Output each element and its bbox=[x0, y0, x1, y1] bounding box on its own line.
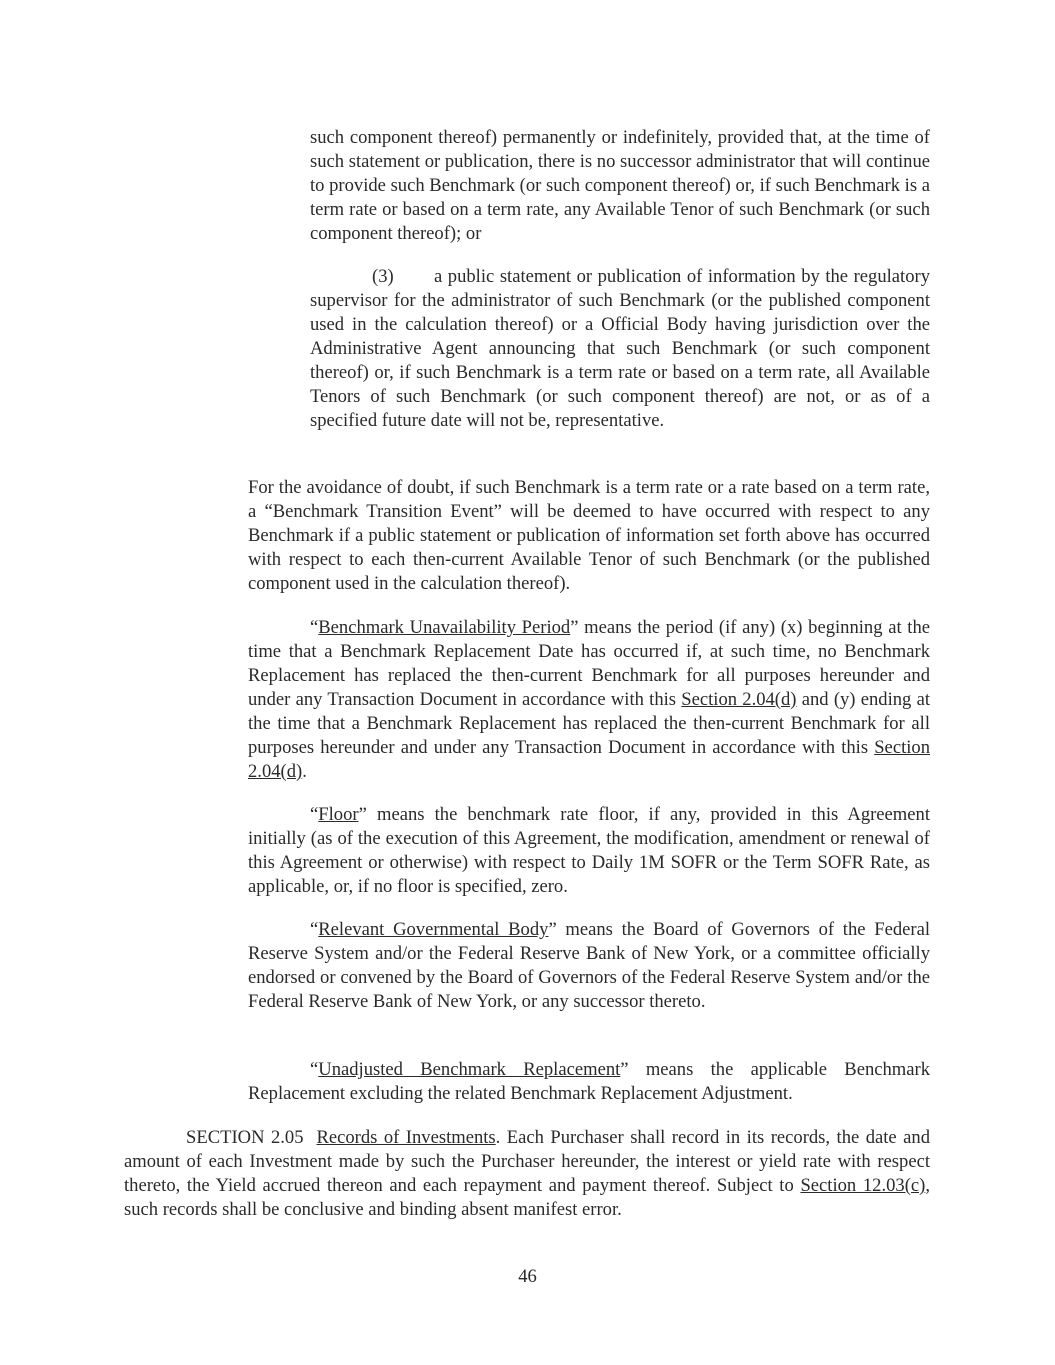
definition-text: ” means the period (if any) (x) beginning at the time that a Benchmark Replacement Date has occurred if, at such time, no Benchmark Replacement has replaced the then-current Benchmark for all purposes hereunder and under any Transaction Document in accordance with this bbox=[248, 617, 931, 710]
page-number: 46 bbox=[518, 1266, 537, 1287]
section-reference: Section 12.03(c) bbox=[800, 1175, 926, 1196]
defined-term: Relevant Governmental Body bbox=[318, 919, 549, 940]
paragraph-text: such component thereof) permanently or indefinitely, provided that, at the time of such statement or publication, there is no successor administrator that will continue to provide such Benchmark (or such component thereof) or, if such Benchmark is a term rate or based on a term rate, any Available Tenor of such Benchmark (or such component thereof); or bbox=[310, 127, 930, 244]
definition-text: ” means the benchmark rate floor, if any, provided in this Agreement initially (as of the execution of this Agreement, the modification, amendment or renewal of this Agreement or otherwise) with respect to Daily 1M SOFR or the Term SOFR Rate, as applicable, or, if no floor is specified, zero. bbox=[248, 804, 930, 897]
defined-term: Benchmark Unavailability Period bbox=[318, 617, 571, 638]
definition-text: ” means the Board of Governors of the Federal Reserve System and/or the Federal Reserve Bank of New York, or a committee officially endorsed or convened by the Board of Governors of the Federal Reserve System and/or the Federal Reserve Bank of New York, or any successor thereto. bbox=[248, 919, 930, 1012]
paragraph-text: For the avoidance of doubt, if such Benchmark is a term rate or a rate based on a term rate, a “Benchmark Transition Event” will be deemed to have occurred with respect to any Benchmark if a public statement or publication of information set forth above has occurred with respect to each then-current Available Tenor of such Benchmark (or the published component used in the calculation thereof). bbox=[248, 477, 930, 594]
paragraph-text: a public statement or publication of information by the regulatory supervisor for the administrator of such Benchmark (or the published component used in the calculation thereof) or a Official Body having jurisdiction over the Administrative Agent announcing that such Benchmark (or such component thereof) or, if such Benchmark is a term rate or based on a term rate, all Available Tenors of such Benchmark (or such component thereof) are not, or as of a specified future date will not be, representative. bbox=[310, 266, 930, 431]
definition-text: and (y) ending at the time that a Benchmark Replacement has replaced the then-current Benchmark for all purposes hereunder and under any Transaction Document in accordance with this bbox=[248, 689, 930, 758]
section-text: . Each Purchaser shall record in its records, the date and amount of each Investment made by such the Purchaser hereunder, the interest or yield rate with respect thereto, the Yield accrued thereon and each repayment and payment thereof. Subject to bbox=[124, 1127, 930, 1196]
defined-term: Unadjusted Benchmark Replacement bbox=[318, 1059, 621, 1080]
section-reference: Section 2.04(d) bbox=[248, 737, 930, 782]
quote-mark: “ bbox=[310, 1059, 319, 1080]
definition-text: . bbox=[302, 761, 307, 782]
definition-floor bbox=[248, 803, 930, 899]
section-text: , such records shall be conclusive and binding absent manifest error. bbox=[124, 1175, 930, 1220]
defined-term: Floor bbox=[318, 804, 359, 825]
definition-unadjusted-benchmark-replacement bbox=[248, 1058, 930, 1106]
definition-relevant-governmental-body bbox=[248, 918, 930, 1014]
section-heading: Records of Investments bbox=[316, 1127, 496, 1148]
quote-mark: “ bbox=[310, 617, 319, 638]
quote-mark: “ bbox=[310, 919, 319, 940]
section-number: SECTION 2.05 bbox=[186, 1127, 304, 1148]
clause-number: (3) bbox=[372, 266, 394, 287]
quote-mark: “ bbox=[310, 804, 319, 825]
definition-benchmark-unavailability-period bbox=[248, 616, 930, 784]
paragraph-avoidance-of-doubt bbox=[248, 476, 930, 596]
paragraph-benchmark-cessation-continued bbox=[310, 126, 930, 246]
section-reference: Section 2.04(d) bbox=[681, 689, 797, 710]
definition-text: ” means the applicable Benchmark Replacement excluding the related Benchmark Replacement Adjustment. bbox=[248, 1059, 931, 1104]
section-2-05-records-of-investments bbox=[124, 1126, 930, 1222]
paragraph-clause-3 bbox=[310, 265, 930, 433]
